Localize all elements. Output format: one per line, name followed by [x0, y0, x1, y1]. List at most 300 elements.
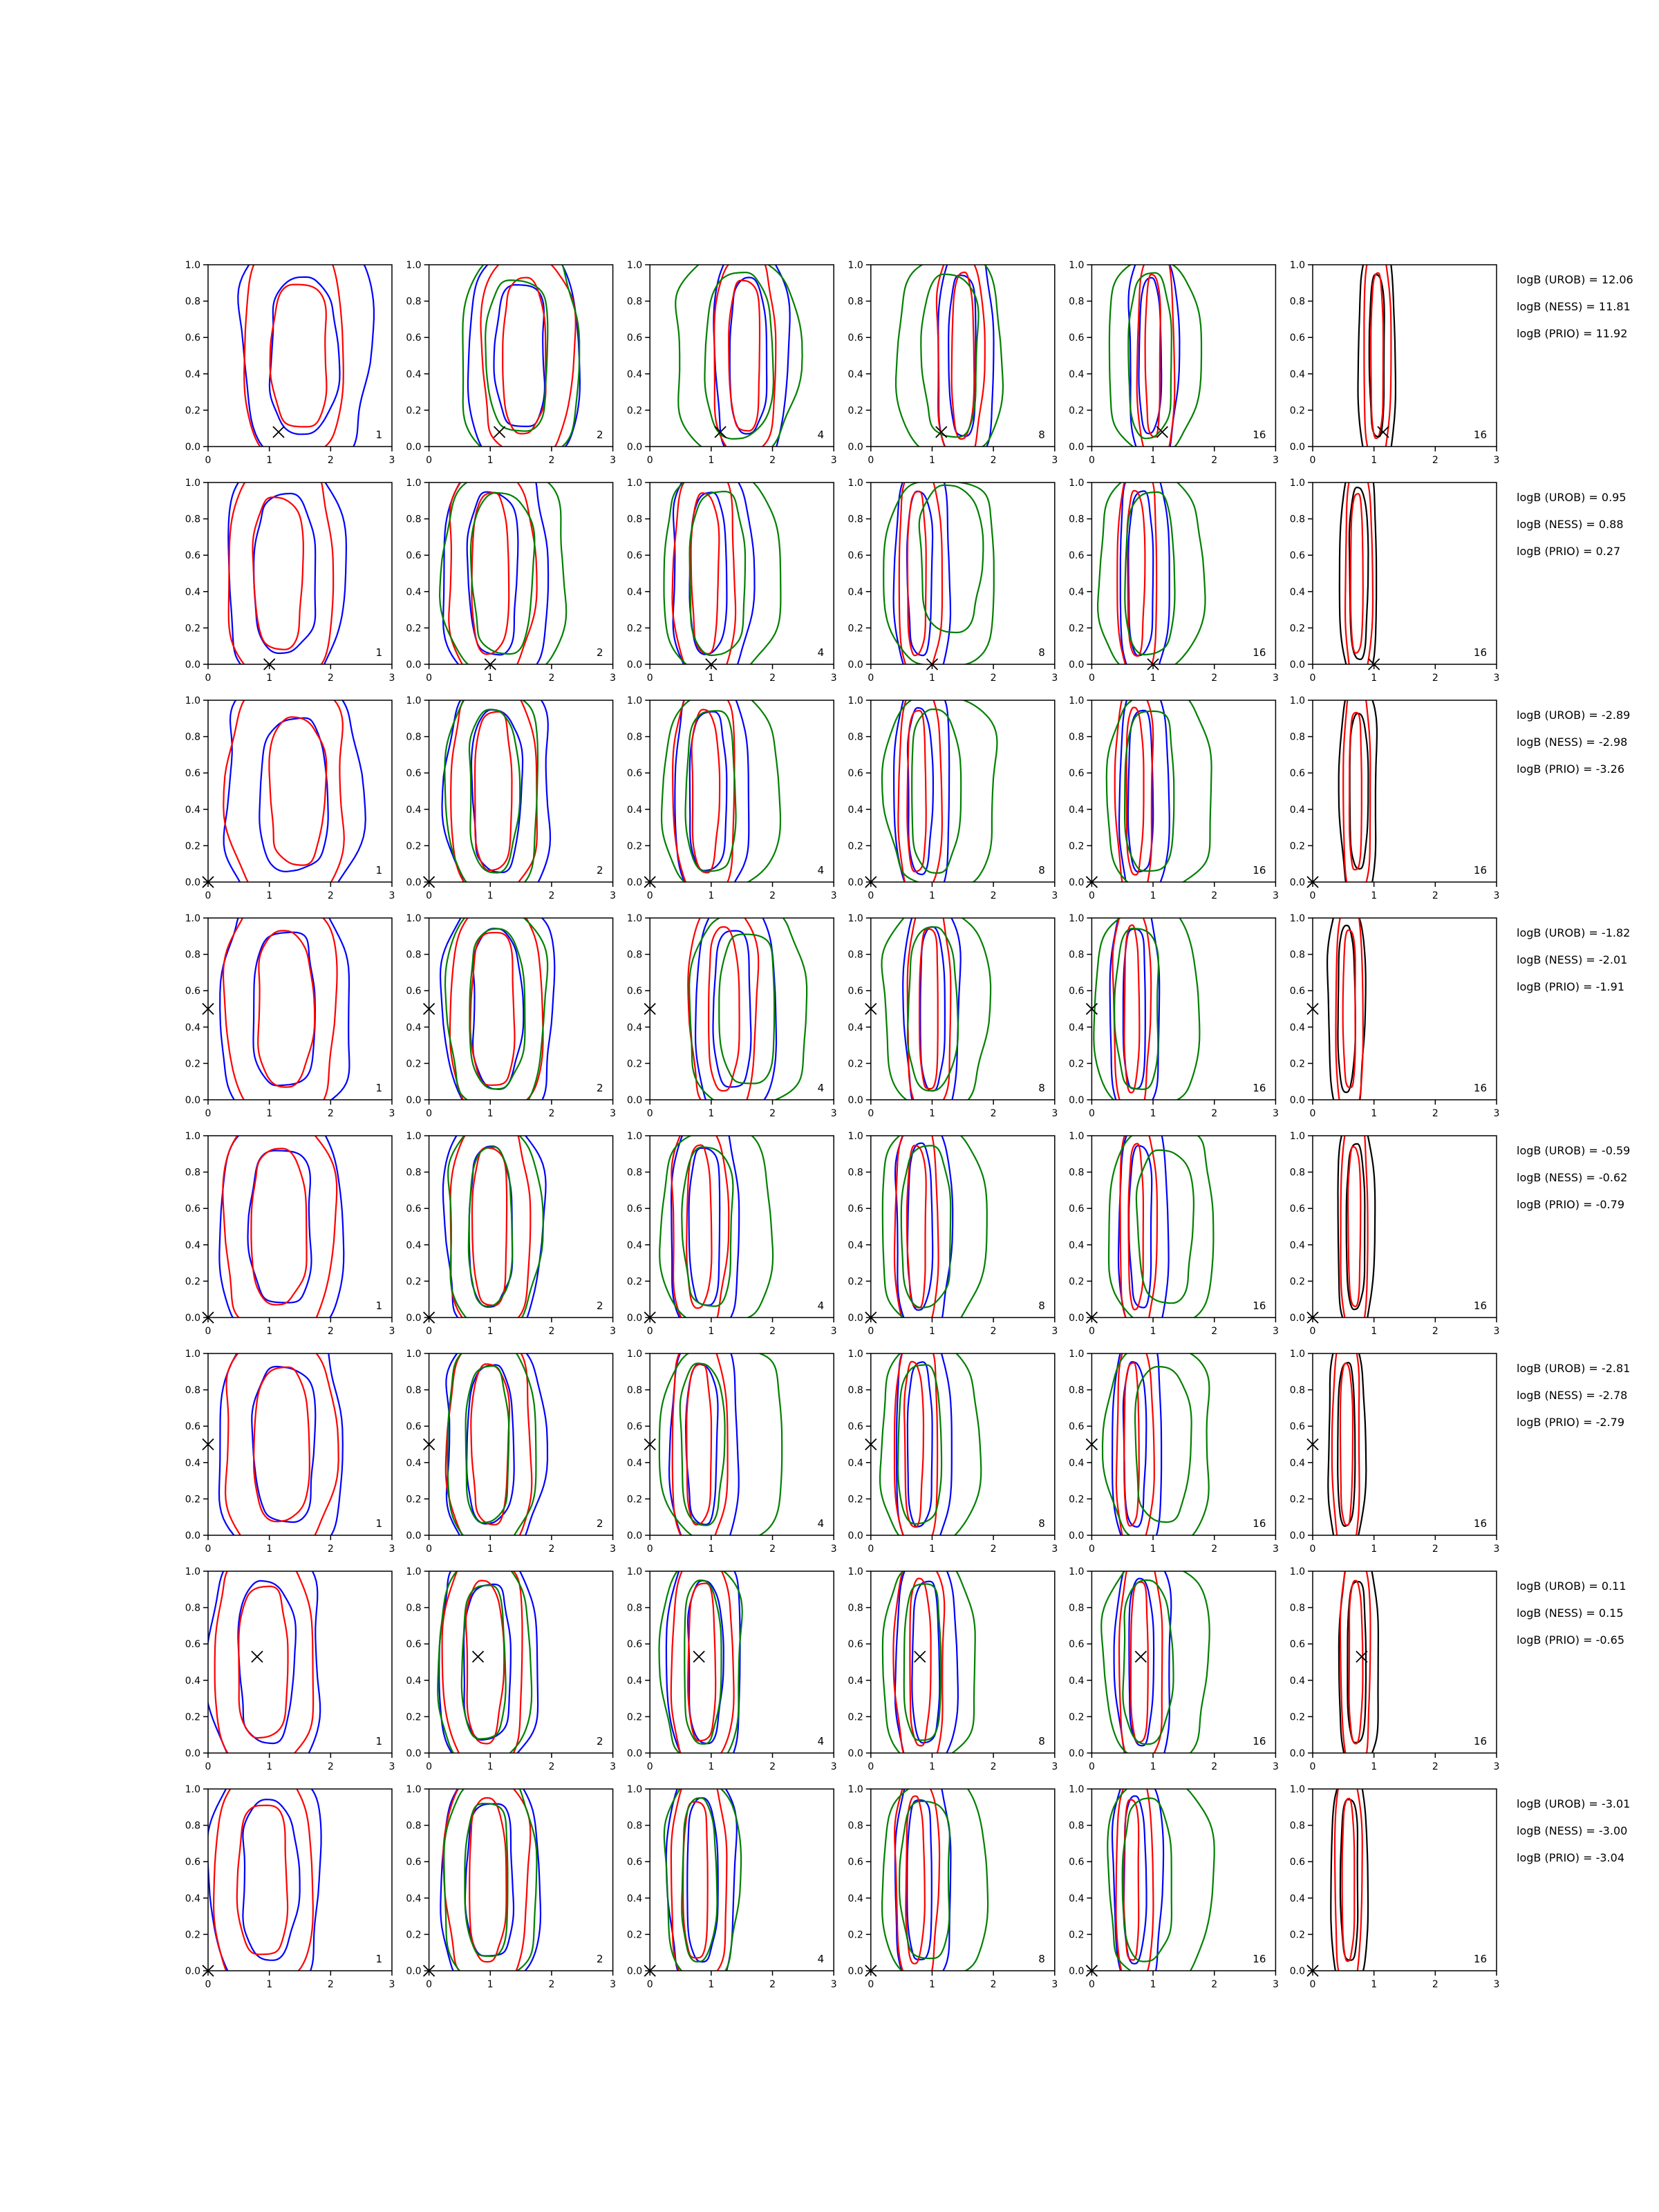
contour-ness — [1371, 273, 1383, 438]
y-tick-label: 0.4 — [1069, 1239, 1085, 1251]
contour-prio — [1101, 1562, 1210, 1763]
subplot-r8-c6 — [1290, 1770, 1500, 1990]
subplot-r3-c4 — [848, 684, 1058, 901]
y-tick-label: 0.8 — [626, 1602, 643, 1614]
x-tick-label: 0 — [1309, 1544, 1316, 1555]
y-tick-label: 0.8 — [1069, 514, 1085, 525]
contour-urob — [907, 1800, 932, 1960]
subplot-label: 2 — [597, 864, 603, 877]
x-tick-label: 3 — [1272, 1326, 1279, 1337]
subplot-label: 16 — [1473, 646, 1487, 659]
x-tick-label: 0 — [1088, 1979, 1095, 1990]
contour-group — [1327, 899, 1366, 1118]
y-tick-label: 0.0 — [1069, 1313, 1085, 1324]
y-tick-label: 0.2 — [1289, 405, 1305, 417]
x-tick-label: 1 — [708, 1544, 715, 1555]
y-tick-label: 1.0 — [847, 913, 863, 924]
contour-ness — [258, 930, 315, 1087]
y-tick-label: 0.6 — [1069, 1639, 1085, 1651]
x-tick-label: 1 — [266, 1979, 273, 1990]
y-tick-label: 0.4 — [1069, 1457, 1085, 1469]
contour-group — [238, 227, 374, 466]
y-tick-label: 0.8 — [185, 514, 200, 525]
x-tick-label: 0 — [1088, 455, 1095, 466]
y-tick-label: 0.6 — [1069, 332, 1085, 344]
x-tick-label: 0 — [426, 1544, 433, 1555]
x-tick-label: 3 — [610, 1761, 617, 1772]
y-tick-label: 1.0 — [626, 1784, 643, 1795]
y-tick-label: 0.0 — [185, 1748, 200, 1759]
true-parameter-marker — [252, 1651, 263, 1662]
contour-exact — [1328, 1333, 1366, 1556]
contour-prio — [445, 906, 547, 1111]
x-tick-label: 0 — [868, 1979, 874, 1990]
logb-annotation: logB (NESS) = 0.88 — [1517, 518, 1624, 531]
y-tick-label: 0.8 — [185, 1167, 200, 1179]
contour-group — [659, 1555, 742, 1770]
subplot-r2-c3 — [627, 462, 837, 685]
contour-prio — [689, 910, 807, 1107]
true-parameter-marker — [1135, 1651, 1146, 1662]
contour-group — [662, 679, 780, 903]
y-tick-label: 0.4 — [1289, 1457, 1305, 1469]
contour-urob — [1139, 278, 1162, 433]
contour-ness — [470, 932, 514, 1085]
contour-ness — [898, 684, 942, 899]
subplot-r5-c2 — [406, 1116, 616, 1337]
x-tick-label: 3 — [1493, 890, 1500, 901]
x-tick-label: 2 — [1211, 1761, 1218, 1772]
y-tick-label: 0.0 — [185, 1530, 200, 1541]
logb-annotation: logB (NESS) = -3.00 — [1517, 1824, 1628, 1837]
subplot-label: 8 — [1038, 1082, 1045, 1094]
subplot-r7-c3 — [627, 1555, 837, 1772]
y-tick-label: 0.6 — [847, 1421, 863, 1433]
x-tick-label: 2 — [548, 1108, 555, 1119]
contour-prio — [912, 709, 961, 873]
contour-prio — [471, 493, 534, 654]
contour-prio — [719, 935, 774, 1084]
y-tick-label: 0.8 — [406, 731, 422, 743]
x-tick-label: 3 — [830, 1761, 837, 1772]
x-tick-label: 1 — [708, 1979, 715, 1990]
y-tick-label: 0.6 — [406, 1203, 422, 1215]
y-tick-label: 0.4 — [406, 586, 422, 598]
y-tick-label: 0.0 — [406, 442, 422, 453]
y-tick-label: 0.4 — [406, 1675, 422, 1687]
subplot-r8-c5 — [1069, 1770, 1279, 1991]
x-tick-label: 2 — [1211, 455, 1218, 466]
x-tick-label: 3 — [1493, 1544, 1500, 1555]
contour-ness — [451, 684, 537, 899]
subplot-r5-c5 — [1069, 1119, 1279, 1338]
subplot-label: 8 — [1038, 1953, 1045, 1965]
x-tick-label: 0 — [1309, 1761, 1316, 1772]
y-tick-label: 0.2 — [626, 1712, 643, 1723]
x-tick-label: 1 — [266, 673, 273, 684]
y-tick-label: 0.0 — [626, 1095, 643, 1106]
x-tick-label: 1 — [1371, 1544, 1378, 1555]
x-tick-label: 3 — [1272, 455, 1279, 466]
y-tick-label: 0.8 — [1289, 296, 1305, 308]
contour-ness — [673, 687, 734, 894]
axes-frame — [1091, 1789, 1275, 1971]
contour-group — [442, 684, 551, 899]
contour-group — [1339, 1551, 1378, 1773]
y-tick-label: 0.2 — [1069, 1494, 1085, 1506]
logb-annotation: logB (UROB) = 0.11 — [1517, 1580, 1627, 1593]
x-tick-label: 1 — [929, 1326, 935, 1337]
y-tick-label: 0.6 — [185, 1421, 200, 1433]
x-tick-label: 2 — [1432, 1326, 1438, 1337]
x-tick-label: 0 — [1088, 1544, 1095, 1555]
y-tick-label: 1.0 — [185, 1784, 200, 1795]
x-tick-label: 3 — [1051, 1544, 1058, 1555]
y-tick-label: 0.8 — [1289, 1167, 1305, 1179]
x-tick-label: 3 — [1051, 673, 1058, 684]
y-tick-label: 0.8 — [847, 1820, 863, 1832]
x-tick-label: 3 — [388, 1544, 395, 1555]
axes-frame — [429, 265, 613, 447]
y-tick-label: 0.4 — [626, 1675, 643, 1687]
y-tick-label: 0.8 — [406, 1602, 422, 1614]
x-tick-label: 1 — [929, 673, 935, 684]
y-tick-label: 0.8 — [185, 1820, 200, 1832]
y-tick-label: 0.0 — [406, 1313, 422, 1324]
y-tick-label: 0.0 — [847, 877, 863, 888]
y-tick-label: 0.2 — [626, 841, 643, 852]
y-tick-label: 1.0 — [1289, 1566, 1305, 1577]
subplot-label: 8 — [1038, 429, 1045, 441]
subplot-label: 4 — [817, 1300, 825, 1312]
contour-urob — [468, 246, 580, 465]
y-tick-label: 0.4 — [185, 1022, 200, 1033]
subplot-r5-c3 — [627, 1118, 837, 1337]
x-tick-label: 0 — [426, 1979, 433, 1990]
y-tick-label: 0.0 — [185, 877, 200, 888]
x-tick-label: 1 — [929, 455, 935, 466]
y-tick-label: 0.6 — [1289, 1421, 1305, 1433]
contour-exact — [1350, 713, 1369, 869]
y-tick-label: 1.0 — [626, 1131, 643, 1142]
x-tick-label: 2 — [1432, 1544, 1438, 1555]
y-tick-label: 1.0 — [626, 478, 643, 489]
y-tick-label: 1.0 — [626, 913, 643, 924]
y-tick-label: 0.0 — [626, 659, 643, 671]
contour-ness — [692, 710, 720, 873]
y-tick-label: 0.6 — [626, 1421, 643, 1433]
subplot-label: 2 — [597, 1300, 603, 1312]
y-tick-label: 0.6 — [1069, 1203, 1085, 1215]
subplot-r4-c4 — [848, 900, 1058, 1120]
contour-ness — [1342, 1799, 1355, 1961]
x-tick-label: 2 — [1211, 1108, 1218, 1119]
x-tick-label: 2 — [990, 1761, 997, 1772]
y-tick-label: 0.8 — [847, 1602, 863, 1614]
subplot-label: 2 — [597, 1953, 603, 1965]
x-tick-label: 2 — [990, 890, 997, 901]
y-tick-label: 0.4 — [626, 804, 643, 816]
contour-prio — [659, 1349, 782, 1540]
y-tick-label: 0.6 — [185, 768, 200, 780]
x-tick-label: 3 — [610, 1979, 617, 1990]
contour-urob — [254, 494, 315, 653]
x-tick-label: 0 — [1088, 1761, 1095, 1772]
y-tick-label: 0.6 — [406, 332, 422, 344]
y-tick-label: 0.2 — [1289, 623, 1305, 635]
subplot-label: 2 — [597, 1735, 603, 1747]
logb-annotation: logB (PRIO) = -0.65 — [1517, 1633, 1624, 1647]
contour-urob — [1128, 491, 1153, 655]
subplot-label: 4 — [817, 864, 825, 877]
y-tick-label: 0.6 — [626, 768, 643, 780]
x-tick-label: 1 — [929, 1544, 935, 1555]
x-tick-label: 2 — [1211, 1544, 1218, 1555]
contour-urob — [494, 285, 545, 427]
y-tick-label: 0.8 — [1069, 1820, 1085, 1832]
subplot-label: 16 — [1473, 1300, 1487, 1312]
y-tick-label: 0.8 — [847, 514, 863, 525]
x-tick-label: 0 — [646, 1108, 653, 1119]
x-tick-label: 3 — [1051, 890, 1058, 901]
y-tick-label: 0.4 — [406, 1893, 422, 1904]
axes-frame — [1091, 265, 1275, 447]
x-tick-label: 1 — [487, 1761, 494, 1772]
y-tick-label: 0.8 — [1069, 1602, 1085, 1614]
x-tick-label: 2 — [548, 1326, 555, 1337]
y-tick-label: 0.4 — [406, 804, 422, 816]
x-tick-label: 0 — [1309, 673, 1316, 684]
subplot-label: 1 — [375, 1517, 382, 1530]
subplot-label: 16 — [1253, 864, 1266, 877]
x-tick-label: 1 — [1150, 455, 1156, 466]
y-tick-label: 0.6 — [185, 1203, 200, 1215]
x-tick-label: 1 — [929, 890, 935, 901]
y-tick-label: 0.4 — [626, 1893, 643, 1904]
y-tick-label: 0.6 — [1289, 332, 1305, 344]
subplot-label: 16 — [1473, 1735, 1487, 1747]
subplot-label: 16 — [1473, 429, 1487, 441]
x-tick-label: 0 — [868, 673, 874, 684]
contour-group — [440, 465, 566, 681]
subplot-r1-c6 — [1290, 245, 1500, 467]
contour-ness — [1348, 1147, 1360, 1306]
axes-frame — [871, 265, 1055, 447]
y-tick-label: 0.0 — [1069, 659, 1085, 671]
x-tick-label: 2 — [1432, 890, 1438, 901]
contour-urob — [895, 1116, 953, 1338]
y-tick-label: 0.6 — [1289, 1857, 1305, 1868]
x-tick-label: 2 — [769, 1979, 776, 1990]
y-tick-label: 1.0 — [1069, 1784, 1085, 1795]
subplot-label: 16 — [1253, 1953, 1266, 1965]
x-tick-label: 1 — [487, 1108, 494, 1119]
subplot-r8-c1 — [185, 1768, 395, 1992]
axes-frame — [1313, 700, 1497, 882]
subplot-r6-c3 — [627, 1336, 837, 1555]
y-tick-label: 0.8 — [1069, 1167, 1085, 1179]
y-tick-label: 0.4 — [1289, 1893, 1305, 1904]
y-tick-label: 0.0 — [847, 1313, 863, 1324]
y-tick-label: 0.0 — [626, 1530, 643, 1541]
subplot-label: 2 — [597, 1082, 603, 1094]
y-tick-label: 0.2 — [1289, 1929, 1305, 1941]
x-tick-label: 3 — [1272, 890, 1279, 901]
y-tick-label: 0.2 — [1069, 1929, 1085, 1941]
x-tick-label: 3 — [830, 1108, 837, 1119]
y-tick-label: 0.6 — [626, 550, 643, 562]
y-tick-label: 0.2 — [1069, 1276, 1085, 1288]
y-tick-label: 0.4 — [1289, 1022, 1305, 1033]
contour-urob — [238, 227, 374, 466]
x-tick-label: 2 — [327, 673, 334, 684]
y-tick-label: 0.2 — [626, 1929, 643, 1941]
y-tick-label: 0.2 — [185, 405, 200, 417]
subplot-label: 16 — [1253, 1517, 1266, 1530]
contour-exact — [1338, 926, 1355, 1092]
y-tick-label: 0.4 — [626, 1022, 643, 1033]
y-tick-label: 0.4 — [626, 368, 643, 380]
y-tick-label: 0.8 — [847, 296, 863, 308]
contour-ness — [469, 1798, 506, 1962]
subplot-r4-c5 — [1069, 899, 1279, 1120]
y-tick-label: 0.2 — [185, 841, 200, 852]
contour-urob — [1123, 1362, 1146, 1527]
x-tick-label: 1 — [487, 455, 494, 466]
y-tick-label: 0.2 — [1289, 1276, 1305, 1288]
x-tick-label: 1 — [708, 1326, 715, 1337]
y-tick-label: 0.0 — [1289, 877, 1305, 888]
y-tick-label: 0.2 — [1069, 405, 1085, 417]
y-tick-label: 0.8 — [847, 1167, 863, 1179]
contour-group — [1339, 681, 1377, 901]
x-tick-label: 3 — [610, 1544, 617, 1555]
axes-frame — [208, 1136, 392, 1318]
subplot-label: 8 — [1038, 864, 1045, 877]
contour-ness — [1124, 925, 1139, 1092]
contour-prio — [1128, 273, 1172, 439]
subplot-r5-c4 — [848, 1116, 1058, 1338]
y-tick-label: 0.6 — [626, 1203, 643, 1215]
x-tick-label: 2 — [548, 1979, 555, 1990]
contour-group — [1109, 245, 1201, 467]
contour-group — [675, 245, 802, 466]
contour-urob — [219, 1114, 344, 1340]
contour-ness — [673, 1336, 728, 1553]
y-tick-label: 0.8 — [1069, 731, 1085, 743]
y-tick-label: 0.0 — [1289, 1530, 1305, 1541]
contour-prio — [921, 274, 978, 438]
logb-annotation: logB (UROB) = -1.82 — [1517, 926, 1631, 939]
x-tick-label: 2 — [769, 1108, 776, 1119]
y-tick-label: 0.4 — [847, 1675, 863, 1687]
contour-ness — [910, 1579, 930, 1746]
contour-ness — [214, 1770, 313, 1990]
contour-ness — [1351, 494, 1363, 653]
x-tick-label: 2 — [1432, 455, 1438, 466]
subplot-label: 8 — [1038, 646, 1045, 659]
contour-urob — [912, 1582, 939, 1743]
y-tick-label: 0.8 — [847, 1385, 863, 1396]
contour-ness — [937, 248, 985, 463]
y-tick-label: 0.4 — [626, 1239, 643, 1251]
y-tick-label: 0.4 — [185, 586, 200, 598]
y-tick-label: 0.0 — [185, 659, 200, 671]
x-tick-label: 2 — [1211, 1326, 1218, 1337]
x-tick-label: 1 — [1150, 1326, 1156, 1337]
x-tick-label: 1 — [1150, 673, 1156, 684]
subplot-r6-c1 — [185, 1333, 395, 1556]
y-tick-label: 0.8 — [1069, 296, 1085, 308]
y-tick-label: 1.0 — [847, 1349, 863, 1360]
contour-urob — [688, 1581, 724, 1744]
y-tick-label: 0.2 — [1289, 1712, 1305, 1723]
y-tick-label: 0.2 — [185, 1929, 200, 1941]
contour-ness — [451, 1122, 531, 1331]
y-tick-label: 0.0 — [406, 877, 422, 888]
x-tick-label: 2 — [327, 1326, 334, 1337]
x-tick-label: 0 — [426, 1108, 433, 1119]
x-tick-label: 0 — [1088, 673, 1095, 684]
y-tick-label: 0.4 — [185, 1457, 200, 1469]
true-parameter-marker — [273, 427, 284, 438]
contour-urob — [1129, 1145, 1152, 1307]
y-tick-label: 0.0 — [406, 1095, 422, 1106]
x-tick-label: 0 — [1309, 1326, 1316, 1337]
x-tick-label: 1 — [487, 1979, 494, 1990]
y-tick-label: 1.0 — [406, 1349, 422, 1360]
y-tick-label: 0.0 — [847, 1748, 863, 1759]
axes-frame — [650, 1136, 834, 1318]
y-tick-label: 0.0 — [1069, 442, 1085, 453]
y-tick-label: 0.6 — [1069, 768, 1085, 780]
contour-ness — [1336, 900, 1363, 1118]
y-tick-label: 0.2 — [406, 1058, 422, 1070]
y-tick-label: 0.6 — [847, 986, 863, 997]
x-tick-label: 2 — [548, 1761, 555, 1772]
x-tick-label: 0 — [205, 1544, 212, 1555]
x-tick-label: 2 — [327, 890, 334, 901]
y-tick-label: 1.0 — [406, 1784, 422, 1795]
y-tick-label: 1.0 — [1069, 260, 1085, 271]
axes-frame — [650, 1789, 834, 1971]
x-tick-label: 0 — [1309, 455, 1316, 466]
contour-ness — [215, 1550, 313, 1774]
y-tick-label: 0.6 — [847, 1203, 863, 1215]
subplot-r1-c4 — [848, 247, 1058, 467]
x-tick-label: 1 — [1371, 1326, 1378, 1337]
y-tick-label: 0.8 — [185, 1385, 200, 1396]
y-tick-label: 0.8 — [1289, 731, 1305, 743]
y-tick-label: 1.0 — [626, 695, 643, 706]
y-tick-label: 0.2 — [847, 623, 863, 635]
y-tick-label: 1.0 — [847, 695, 863, 706]
y-tick-label: 1.0 — [185, 1566, 200, 1577]
contour-ness — [443, 1774, 530, 1986]
y-tick-label: 0.2 — [406, 623, 422, 635]
x-tick-label: 2 — [1432, 1761, 1438, 1772]
x-tick-label: 1 — [266, 1326, 273, 1337]
contour-urob — [473, 928, 523, 1089]
y-tick-label: 0.8 — [626, 1385, 643, 1396]
y-tick-label: 1.0 — [406, 913, 422, 924]
y-tick-label: 0.4 — [1069, 586, 1085, 598]
logb-annotation: logB (PRIO) = -0.79 — [1517, 1198, 1624, 1211]
x-tick-label: 2 — [548, 890, 555, 901]
contour-ness — [906, 1796, 924, 1963]
true-parameter-marker — [693, 1651, 704, 1662]
y-tick-label: 1.0 — [1289, 1131, 1305, 1142]
